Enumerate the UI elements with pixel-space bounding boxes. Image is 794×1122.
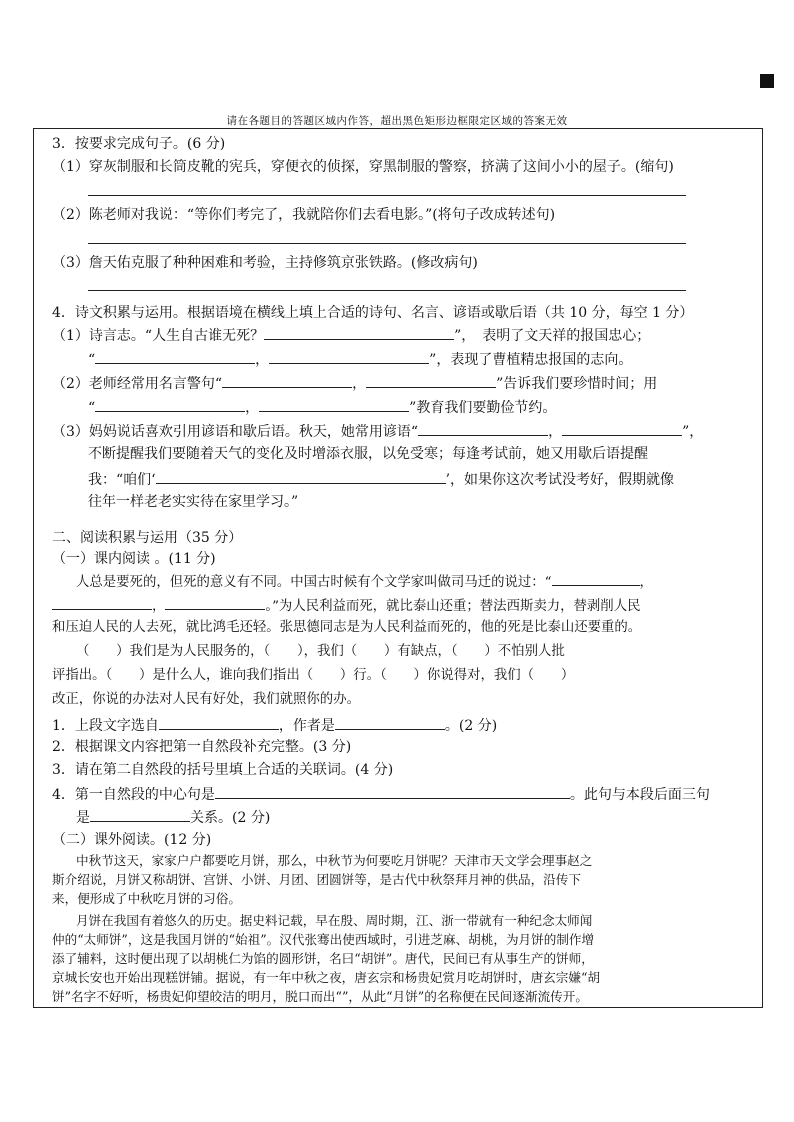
corner-registration-mark xyxy=(760,74,774,88)
fill-blank[interactable] xyxy=(159,714,279,730)
fill-blank[interactable] xyxy=(95,396,245,412)
reading-line-2 xyxy=(52,594,640,617)
fill-blank[interactable] xyxy=(156,468,446,484)
answer-line[interactable] xyxy=(88,290,686,291)
text: ”教育我们要勤俭节约。 xyxy=(409,400,557,416)
p2-q3: 3．请在第二自然段的括号里填上合适的关联词。(4 分) xyxy=(52,762,394,778)
text: 关系。(2 分) xyxy=(190,810,271,826)
text: ， xyxy=(245,400,260,416)
fill-blank[interactable] xyxy=(562,420,682,436)
text: “ xyxy=(88,400,96,416)
text: （3）妈妈说话喜欢引用谚语和歇后语。秋天，她常用谚语“ xyxy=(52,424,419,440)
q4-item1-line2 xyxy=(88,348,632,370)
text: （1）诗言志。“人生自古谁无死？ xyxy=(52,328,265,344)
text: ， xyxy=(152,599,166,614)
fill-blank[interactable] xyxy=(366,372,496,388)
text: （2）老师经常用名言警句“ xyxy=(52,376,223,392)
extra-reading-line-1: 中秋节这天，家家户户都要吃月饼，那么，中秋节为何要吃月饼呢？天津市天文学会理事赵之 xyxy=(76,853,593,868)
fill-blank[interactable] xyxy=(552,570,640,586)
extra-reading-line-7: 京城长安也开始出现糕饼铺。据说，有一年中秋之夜，唐玄宗和杨贵妃赏月吃胡饼时，唐玄宗嫌“胡 xyxy=(52,970,600,985)
extra-reading-line-5: 仲的“太师饼”，这是我国月饼的“始祖”。汉代张骞出使西域时，引进芝麻、胡桃，为月饼的制作增 xyxy=(52,932,595,947)
q3-item1: （1）穿灰制服和长筒皮靴的宪兵，穿便衣的侦探，穿黑制服的警察，挤满了这间小小的屋子。(缩句) xyxy=(52,159,674,175)
text: 。此句与本段后面三句 xyxy=(569,787,710,803)
reading-line-5: 评指出。（ ）是什么人，谁向我们指出（ ）行。（ ）你说得对，我们（ ） xyxy=(52,668,575,683)
extra-reading-line-8: 饼”名字不好听，杨贵妃仰望皎洁的明月，脱口而出“”，从此“月饼”的名称便在民间逐渐流传开。 xyxy=(52,989,588,1004)
extra-reading-line-3: 来，便形成了中秋吃月饼的习俗。 xyxy=(52,891,241,906)
text: ”，表现了曹植精忠报国的志向。 xyxy=(429,352,633,368)
fill-blank[interactable] xyxy=(215,783,570,799)
p2-q4-line2 xyxy=(76,806,270,828)
text: 我：“咱们‘ xyxy=(88,472,156,488)
text: ’，如果你这次考试没考好，假期就像 xyxy=(445,472,675,488)
text: ， xyxy=(352,376,367,392)
text: ， xyxy=(548,424,563,440)
fill-blank[interactable] xyxy=(335,714,445,730)
q3-item2: （2）陈老师对我说：“等你们考完了，我就陪你们去看电影。”(将句子改成转述句) xyxy=(52,207,556,223)
part2-sub1: （一）课内阅读 。(11 分) xyxy=(52,551,216,567)
text: “ xyxy=(88,352,96,368)
q4-item3-line3 xyxy=(88,468,674,490)
fill-blank[interactable] xyxy=(52,594,152,610)
text: ”， xyxy=(682,424,704,440)
q4-item3-line2: 不断提醒我们要随着天气的变化及时增添衣服，以免受寒；每逢考试前，她又用歇后语提醒 xyxy=(88,446,648,462)
reading-line-4: （ ）我们是为人民服务的，（ ），我们（ ）有缺点，（ ）不怕别人批 xyxy=(76,644,565,659)
text: 。”为人民利益而死，就比泰山还重；替法西斯卖力，替剥削人民 xyxy=(265,599,641,614)
part2-title: 二、阅读积累与运用（35 分） xyxy=(52,530,243,546)
reading-line-3: 和压迫人民的人去死，就比鸿毛还轻。张思德同志是为人民利益而死的，他的死是比泰山还要重的。 xyxy=(52,620,642,635)
text: 1．上段文字选自 xyxy=(52,718,159,734)
answer-line[interactable] xyxy=(88,195,686,196)
text: 4．第一自然段的中心句是 xyxy=(52,787,215,803)
extra-reading-line-2: 斯介绍说，月饼又称胡饼、宫饼、小饼、月团、团圆饼等，是古代中秋祭拜月神的供品，沿传下 xyxy=(52,872,581,887)
q4-item2-line2 xyxy=(88,396,556,418)
extra-reading-line-6: 添了辅料，这时便出现了以胡桃仁为馅的圆形饼，名曰“胡饼”。唐代，民间已有从事生产的饼师， xyxy=(52,951,594,966)
fill-blank[interactable] xyxy=(259,396,409,412)
q4-title: 4．诗文积累与运用。根据语境在横线上填上合适的诗句、名言、谚语或歇后语（共 10 分，每空 1 分） xyxy=(52,305,694,321)
p2-q1 xyxy=(52,714,497,736)
text: ”告诉我们要珍惜时间；用 xyxy=(496,376,658,392)
extra-reading-line-4: 月饼在我国有着悠久的历史。据史料记载，早在殷、周时期，江、浙一带就有一种纪念太师闻 xyxy=(76,913,593,928)
fill-blank[interactable] xyxy=(264,324,454,340)
part2-sub2: （二）课外阅读。(12 分) xyxy=(52,832,212,848)
reading-line-1 xyxy=(76,570,653,593)
text: ， xyxy=(255,352,270,368)
text: ， xyxy=(639,575,653,590)
text: 是 xyxy=(76,810,90,826)
q4-item3-line4: 往年一样老老实实待在家里学习。” xyxy=(88,494,299,510)
p2-q4-line1 xyxy=(52,783,710,805)
text: 。(2 分) xyxy=(444,718,498,734)
fill-blank[interactable] xyxy=(418,420,548,436)
q3-item3: （3）詹天佑克服了种种困难和考验，主持修筑京张铁路。(修改病句) xyxy=(52,255,478,271)
text: ”， 表明了文天祥的报国忠心； xyxy=(454,328,651,344)
fill-blank[interactable] xyxy=(90,806,190,822)
q4-item2-line1 xyxy=(52,372,657,394)
p2-q2: 2．根据课文内容把第一自然段补充完整。(3 分) xyxy=(52,739,352,755)
fill-blank[interactable] xyxy=(222,372,352,388)
q4-item1-line1 xyxy=(52,324,650,346)
q3-title: 3．按要求完成句子。(6 分) xyxy=(52,136,226,152)
answer-area-notice: 请在各题目的答题区域内作答，超出黑色矩形边框限定区域的答案无效 xyxy=(226,115,568,127)
answer-line[interactable] xyxy=(88,243,686,244)
reading-line-6: 改正，你说的办法对人民有好处，我们就照你的办。 xyxy=(52,692,360,707)
text: ，作者是 xyxy=(278,718,335,734)
fill-blank[interactable] xyxy=(95,348,255,364)
q4-item3-line1 xyxy=(52,420,703,442)
fill-blank[interactable] xyxy=(165,594,265,610)
text: 人总是要死的，但死的意义有不同。中国古时候有个文学家叫做司马迁的说过：“ xyxy=(76,575,552,590)
fill-blank[interactable] xyxy=(269,348,429,364)
